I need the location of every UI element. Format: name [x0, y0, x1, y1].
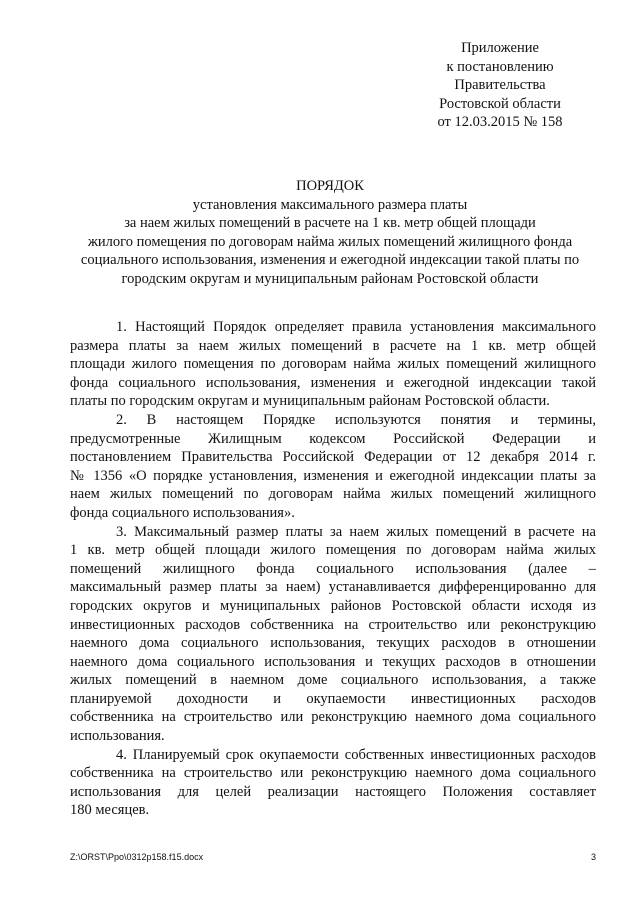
body-line: собственника на строительство или реконструкцию наемного дома социального: [70, 709, 596, 726]
body-line: жилых помещений в наемном доме социального использования, а также: [70, 672, 596, 689]
body-line: 2. В настоящем Порядке используются понятия и термины,: [116, 411, 596, 428]
body-line: предусмотренные Жилищным кодексом Российской Федерации и: [70, 430, 596, 447]
page-number: 3: [590, 852, 596, 862]
title-line: городским округам и муниципальным районам Ростовской области: [121, 270, 539, 287]
body-line: использования.: [70, 728, 165, 745]
body-line: максимальный размер платы за наем) устанавливается дифференцированно для: [70, 579, 596, 596]
page-footer: [70, 852, 596, 862]
body-line: постановлением Правительства Российской Федерации от 12 декабря 2014 г.: [70, 449, 596, 466]
appendix-line: к постановлению: [446, 58, 554, 75]
body-line: инвестиционных расходов собственника на строительство или реконструкцию: [70, 616, 596, 633]
body-line: 180 месяцев.: [70, 802, 150, 819]
title-line: жилого помещения по договорам найма жилых помещений жилищного фонда: [87, 233, 573, 250]
title-line: установления максимального размера платы: [192, 196, 468, 213]
document-title: [40, 177, 620, 289]
body-line: 1 кв. метр общей площади жилого помещения по договорам найма жилых: [70, 542, 596, 559]
body-line: фонда социального использования».: [70, 504, 295, 521]
body-line: помещений жилищного фонда социального использования (далее –: [70, 560, 596, 577]
body-line: собственника на строительство или реконструкцию наемного дома социального: [70, 765, 596, 782]
appendix-line: от 12.03.2015 № 158: [437, 114, 563, 131]
appendix-line: Правительства: [454, 77, 546, 94]
body-line: городских округов и муниципальных районов Ростовской области исходя из: [70, 597, 596, 614]
body-line: 4. Планируемый срок окупаемости собственных инвестиционных расходов: [116, 746, 596, 763]
body-line: 3. Максимальный размер платы за наем жилых помещений в расчете на: [116, 523, 596, 540]
body-line: наемного дома социального использования, текущих расходов в отношении: [70, 635, 596, 652]
body-line: планируемой доходности и окупаемости инвестиционных расходов: [70, 690, 596, 707]
appendix-line: Ростовской области: [439, 95, 561, 112]
body-line: 1. Настоящий Порядок определяет правила установления максимального: [116, 319, 596, 335]
body-line: платы по городским округам и муниципальным районам Ростовской области.: [70, 393, 550, 410]
appendix-header: [400, 39, 600, 132]
body-line: размера платы за наем жилых помещений в расчете на 1 кв. метр общей: [70, 337, 596, 354]
appendix-line: Приложение: [461, 40, 539, 56]
body-line: площади жилого помещения по договорам найма жилых помещений жилищного: [70, 356, 596, 373]
document-body: [70, 318, 596, 820]
body-line: наем жилых помещений по договорам найма жилых помещений жилищного: [70, 486, 596, 503]
title-line: социального использования, изменения и ежегодной индексации такой платы по: [80, 252, 580, 269]
body-line: фонда социального использования, изменения и ежегодной индексации такой: [70, 374, 596, 391]
body-line: № 1356 «О порядке установления, изменения и ежегодной индексации платы за: [70, 467, 596, 484]
body-line: использования для целей реализации настоящего Положения составляет: [70, 783, 596, 800]
title-line: за наем жилых помещений в расчете на 1 кв. метр общей площади: [124, 215, 536, 232]
file-path: Z:\ORST\Ppo\0312p158.f15.docx: [70, 852, 204, 862]
title-heading: ПОРЯДОК: [296, 178, 364, 194]
body-line: наемного дома социального использования и текущих расходов в отношении: [70, 653, 596, 670]
